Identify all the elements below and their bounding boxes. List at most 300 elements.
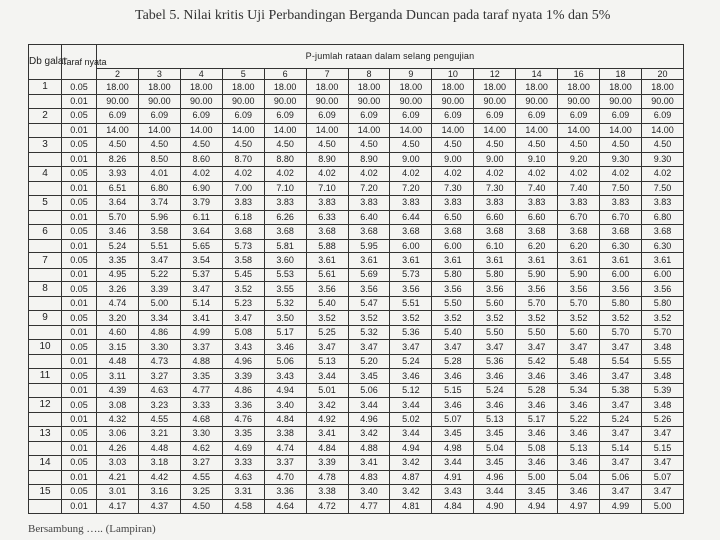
critical-value-cell: 4.01 (138, 166, 180, 181)
critical-value-cell: 3.41 (348, 455, 390, 470)
critical-value-cell: 5.51 (138, 239, 180, 253)
critical-value-cell: 18.00 (138, 80, 180, 95)
taraf-nyata-cell: 0.05 (62, 195, 97, 210)
table-row (29, 355, 684, 369)
critical-value-cell: 5.61 (306, 268, 348, 282)
critical-value-cell: 5.48 (558, 355, 600, 369)
critical-value-cell: 4.02 (558, 166, 600, 181)
header-p-2: 2 (97, 69, 139, 80)
critical-value-cell: 5.34 (558, 384, 600, 398)
critical-value-cell: 18.00 (474, 80, 516, 95)
critical-value-cell: 3.58 (222, 253, 264, 268)
taraf-nyata-cell: 0.05 (62, 80, 97, 95)
taraf-nyata-cell: 0.05 (62, 340, 97, 355)
db-galat-cell: 14 (29, 455, 62, 470)
critical-value-cell: 14.00 (390, 124, 432, 138)
critical-value-cell: 3.56 (390, 282, 432, 297)
db-galat-cell (29, 384, 62, 398)
critical-value-cell: 5.73 (222, 239, 264, 253)
db-galat-cell (29, 124, 62, 138)
critical-value-cell: 3.40 (348, 484, 390, 499)
critical-value-cell: 4.96 (222, 355, 264, 369)
critical-value-cell: 4.55 (180, 470, 222, 484)
critical-value-cell: 6.09 (97, 108, 139, 123)
critical-value-cell: 4.64 (264, 499, 306, 513)
critical-value-cell: 90.00 (600, 95, 642, 109)
table-row (29, 442, 684, 456)
critical-value-cell: 6.00 (600, 268, 642, 282)
critical-value-cell: 3.47 (138, 253, 180, 268)
critical-value-cell: 3.64 (180, 224, 222, 239)
db-galat-cell: 2 (29, 108, 62, 123)
critical-value-cell: 3.83 (600, 195, 642, 210)
critical-value-cell: 6.60 (474, 210, 516, 224)
critical-value-cell: 3.64 (97, 195, 139, 210)
critical-value-cell: 3.27 (180, 455, 222, 470)
critical-value-cell: 5.07 (641, 470, 683, 484)
critical-value-cell: 5.45 (222, 268, 264, 282)
critical-value-cell: 5.80 (432, 268, 474, 282)
critical-value-cell: 4.87 (390, 470, 432, 484)
critical-value-cell: 5.08 (516, 442, 558, 456)
critical-value-cell: 18.00 (97, 80, 139, 95)
critical-value-cell: 5.55 (641, 355, 683, 369)
critical-value-cell: 3.56 (432, 282, 474, 297)
critical-value-cell: 4.84 (306, 442, 348, 456)
critical-value-cell: 3.48 (641, 397, 683, 412)
critical-value-cell: 3.43 (432, 484, 474, 499)
critical-value-cell: 5.60 (558, 326, 600, 340)
critical-value-cell: 3.61 (390, 253, 432, 268)
critical-value-cell: 3.61 (641, 253, 683, 268)
critical-value-cell: 3.44 (432, 455, 474, 470)
critical-value-cell: 7.00 (222, 181, 264, 195)
critical-value-cell: 14.00 (97, 124, 139, 138)
critical-value-cell: 4.81 (390, 499, 432, 513)
critical-value-cell: 90.00 (516, 95, 558, 109)
critical-value-cell: 6.09 (558, 108, 600, 123)
db-galat-cell: 13 (29, 426, 62, 441)
critical-value-cell: 3.36 (264, 484, 306, 499)
critical-value-cell: 3.68 (516, 224, 558, 239)
critical-value-cell: 3.41 (180, 311, 222, 326)
db-galat-cell: 9 (29, 311, 62, 326)
critical-value-cell: 4.72 (306, 499, 348, 513)
header-p-16: 16 (558, 69, 600, 80)
header-taraf-nyata: Taraf nyata (62, 45, 97, 80)
critical-value-cell: 5.80 (641, 297, 683, 311)
critical-value-cell: 4.76 (222, 413, 264, 427)
critical-value-cell: 3.68 (348, 224, 390, 239)
critical-value-cell: 90.00 (180, 95, 222, 109)
table-row (29, 397, 684, 412)
critical-value-cell: 3.83 (390, 195, 432, 210)
critical-value-cell: 5.70 (558, 297, 600, 311)
critical-value-cell: 18.00 (558, 80, 600, 95)
critical-value-cell: 7.30 (474, 181, 516, 195)
taraf-nyata-cell: 0.01 (62, 499, 97, 513)
critical-value-cell: 5.13 (306, 355, 348, 369)
critical-value-cell: 4.50 (264, 137, 306, 152)
critical-value-cell: 4.50 (180, 499, 222, 513)
critical-value-cell: 6.26 (264, 210, 306, 224)
critical-value-cell: 5.73 (390, 268, 432, 282)
critical-value-cell: 5.88 (306, 239, 348, 253)
critical-value-cell: 5.69 (348, 268, 390, 282)
critical-value-cell: 4.02 (222, 166, 264, 181)
table-row (29, 239, 684, 253)
critical-value-cell: 3.45 (474, 426, 516, 441)
critical-value-cell: 3.46 (264, 340, 306, 355)
critical-value-cell: 4.94 (390, 442, 432, 456)
critical-value-cell: 4.99 (600, 499, 642, 513)
critical-value-cell: 3.48 (641, 369, 683, 384)
critical-value-cell: 3.25 (180, 484, 222, 499)
critical-value-cell: 18.00 (516, 80, 558, 95)
db-galat-cell: 15 (29, 484, 62, 499)
critical-value-cell: 6.09 (474, 108, 516, 123)
critical-value-cell: 5.40 (306, 297, 348, 311)
taraf-nyata-cell: 0.01 (62, 442, 97, 456)
critical-value-cell: 3.26 (97, 282, 139, 297)
critical-value-cell: 3.68 (390, 224, 432, 239)
critical-value-cell: 3.61 (348, 253, 390, 268)
critical-value-cell: 4.86 (222, 384, 264, 398)
critical-value-cell: 3.68 (432, 224, 474, 239)
critical-value-cell: 9.00 (390, 152, 432, 166)
critical-value-cell: 8.26 (97, 152, 139, 166)
db-galat-cell: 1 (29, 80, 62, 95)
db-galat-cell: 10 (29, 340, 62, 355)
critical-value-cell: 14.00 (180, 124, 222, 138)
critical-value-cell: 90.00 (97, 95, 139, 109)
header-p-8: 8 (348, 69, 390, 80)
critical-value-cell: 3.61 (432, 253, 474, 268)
critical-value-cell: 4.50 (390, 137, 432, 152)
critical-value-cell: 5.17 (264, 326, 306, 340)
db-galat-cell (29, 326, 62, 340)
table-row (29, 80, 684, 95)
critical-value-cell: 3.42 (390, 455, 432, 470)
db-galat-cell (29, 95, 62, 109)
critical-value-cell: 3.47 (600, 340, 642, 355)
critical-value-cell: 4.69 (222, 442, 264, 456)
critical-value-cell: 3.46 (474, 397, 516, 412)
table-row (29, 253, 684, 268)
critical-value-cell: 4.50 (138, 137, 180, 152)
db-galat-cell: 4 (29, 166, 62, 181)
table-row (29, 210, 684, 224)
critical-value-cell: 4.50 (600, 137, 642, 152)
critical-value-cell: 14.00 (306, 124, 348, 138)
db-galat-cell: 11 (29, 369, 62, 384)
critical-value-cell: 3.08 (97, 397, 139, 412)
critical-value-cell: 4.32 (97, 413, 139, 427)
table-row (29, 426, 684, 441)
critical-value-cell: 5.23 (222, 297, 264, 311)
critical-value-cell: 3.16 (138, 484, 180, 499)
critical-value-cell: 4.50 (348, 137, 390, 152)
table-row (29, 470, 684, 484)
critical-value-cell: 3.34 (138, 311, 180, 326)
table-row (29, 152, 684, 166)
table-row (29, 499, 684, 513)
critical-value-cell: 3.83 (264, 195, 306, 210)
critical-value-cell: 14.00 (348, 124, 390, 138)
critical-value-cell: 4.84 (264, 413, 306, 427)
critical-value-cell: 18.00 (348, 80, 390, 95)
critical-value-cell: 3.33 (180, 397, 222, 412)
critical-value-cell: 5.51 (390, 297, 432, 311)
taraf-nyata-cell: 0.05 (62, 137, 97, 152)
critical-value-cell: 3.39 (222, 369, 264, 384)
critical-value-cell: 3.47 (600, 484, 642, 499)
critical-value-cell: 4.50 (432, 137, 474, 152)
critical-value-cell: 4.74 (264, 442, 306, 456)
critical-value-cell: 3.47 (558, 340, 600, 355)
critical-value-cell: 3.74 (138, 195, 180, 210)
critical-value-cell: 3.42 (390, 484, 432, 499)
table-row (29, 108, 684, 123)
critical-value-cell: 3.44 (348, 397, 390, 412)
critical-value-cell: 4.63 (138, 384, 180, 398)
critical-value-cell: 4.73 (138, 355, 180, 369)
db-galat-cell (29, 470, 62, 484)
critical-value-cell: 4.98 (432, 442, 474, 456)
critical-value-cell: 6.40 (348, 210, 390, 224)
table-row (29, 95, 684, 109)
critical-value-cell: 3.61 (558, 253, 600, 268)
taraf-nyata-cell: 0.05 (62, 282, 97, 297)
critical-value-cell: 3.56 (474, 282, 516, 297)
critical-value-cell: 3.83 (558, 195, 600, 210)
critical-value-cell: 5.24 (474, 384, 516, 398)
critical-value-cell: 3.46 (558, 426, 600, 441)
db-galat-cell: 12 (29, 397, 62, 412)
critical-value-cell: 18.00 (600, 80, 642, 95)
critical-value-cell: 3.38 (264, 426, 306, 441)
critical-value-cell: 5.70 (516, 297, 558, 311)
db-galat-cell (29, 268, 62, 282)
critical-value-cell: 14.00 (558, 124, 600, 138)
critical-value-cell: 5.04 (558, 470, 600, 484)
critical-value-cell: 5.32 (264, 297, 306, 311)
critical-value-cell: 5.20 (348, 355, 390, 369)
critical-value-cell: 6.20 (558, 239, 600, 253)
critical-value-cell: 4.02 (390, 166, 432, 181)
critical-value-cell: 3.46 (558, 455, 600, 470)
taraf-nyata-cell: 0.01 (62, 355, 97, 369)
table-row (29, 326, 684, 340)
critical-value-cell: 9.30 (600, 152, 642, 166)
critical-value-cell: 5.22 (138, 268, 180, 282)
critical-value-cell: 5.00 (641, 499, 683, 513)
table-body (29, 80, 684, 514)
critical-value-cell: 6.51 (97, 181, 139, 195)
critical-value-cell: 3.46 (516, 426, 558, 441)
db-galat-cell: 3 (29, 137, 62, 152)
critical-value-cell: 6.00 (641, 268, 683, 282)
critical-value-cell: 5.17 (516, 413, 558, 427)
critical-value-cell: 5.08 (222, 326, 264, 340)
critical-value-cell: 5.24 (97, 239, 139, 253)
critical-value-cell: 5.50 (474, 326, 516, 340)
header-p-6: 6 (264, 69, 306, 80)
critical-value-cell: 3.52 (558, 311, 600, 326)
taraf-nyata-cell: 0.01 (62, 181, 97, 195)
critical-value-cell: 4.60 (97, 326, 139, 340)
critical-value-cell: 5.32 (348, 326, 390, 340)
db-galat-cell (29, 152, 62, 166)
critical-value-cell: 3.11 (97, 369, 139, 384)
critical-value-cell: 3.36 (222, 397, 264, 412)
critical-value-cell: 7.40 (558, 181, 600, 195)
critical-value-cell: 3.46 (432, 369, 474, 384)
critical-value-cell: 6.09 (516, 108, 558, 123)
critical-value-cell: 6.09 (138, 108, 180, 123)
critical-value-cell: 5.90 (516, 268, 558, 282)
critical-value-cell: 3.41 (306, 426, 348, 441)
critical-value-cell: 3.37 (180, 340, 222, 355)
critical-value-cell: 4.77 (348, 499, 390, 513)
critical-value-cell: 6.80 (138, 181, 180, 195)
header-p-3: 3 (138, 69, 180, 80)
critical-value-cell: 3.55 (264, 282, 306, 297)
db-galat-cell (29, 239, 62, 253)
critical-value-cell: 3.31 (222, 484, 264, 499)
critical-value-cell: 3.45 (474, 455, 516, 470)
critical-value-cell: 8.50 (138, 152, 180, 166)
critical-value-cell: 18.00 (306, 80, 348, 95)
critical-value-cell: 4.37 (138, 499, 180, 513)
critical-value-cell: 4.50 (222, 137, 264, 152)
critical-value-cell: 5.15 (641, 442, 683, 456)
continuation-note: Bersambung ….. (Lampiran) (28, 523, 156, 535)
critical-value-cell: 3.52 (516, 311, 558, 326)
critical-value-cell: 3.52 (390, 311, 432, 326)
critical-value-cell: 6.10 (474, 239, 516, 253)
taraf-nyata-cell: 0.05 (62, 484, 97, 499)
db-galat-cell (29, 499, 62, 513)
critical-value-cell: 5.06 (348, 384, 390, 398)
critical-value-cell: 5.36 (390, 326, 432, 340)
critical-value-cell: 3.46 (558, 484, 600, 499)
critical-value-cell: 3.21 (138, 426, 180, 441)
critical-value-cell: 5.50 (432, 297, 474, 311)
critical-value-cell: 4.95 (97, 268, 139, 282)
db-galat-cell (29, 413, 62, 427)
critical-value-cell: 3.20 (97, 311, 139, 326)
critical-value-cell: 4.74 (97, 297, 139, 311)
critical-value-cell: 5.54 (600, 355, 642, 369)
critical-value-cell: 5.42 (516, 355, 558, 369)
critical-value-cell: 3.38 (306, 484, 348, 499)
critical-value-cell: 3.56 (558, 282, 600, 297)
table-row (29, 166, 684, 181)
taraf-nyata-cell: 0.01 (62, 152, 97, 166)
critical-value-cell: 5.40 (432, 326, 474, 340)
critical-value-cell: 5.81 (264, 239, 306, 253)
critical-value-cell: 4.02 (516, 166, 558, 181)
critical-value-cell: 5.95 (348, 239, 390, 253)
critical-value-cell: 5.06 (600, 470, 642, 484)
critical-value-cell: 3.61 (474, 253, 516, 268)
header-p-18: 18 (600, 69, 642, 80)
critical-value-cell: 4.63 (222, 470, 264, 484)
critical-value-cell: 5.28 (516, 384, 558, 398)
critical-value-cell: 9.00 (432, 152, 474, 166)
critical-value-cell: 3.52 (641, 311, 683, 326)
critical-value-cell: 6.44 (390, 210, 432, 224)
critical-value-cell: 3.27 (138, 369, 180, 384)
critical-value-cell: 8.70 (222, 152, 264, 166)
critical-value-cell: 3.83 (222, 195, 264, 210)
header-p-14: 14 (516, 69, 558, 80)
critical-value-cell: 3.06 (97, 426, 139, 441)
critical-value-cell: 3.56 (516, 282, 558, 297)
header-p-20: 20 (641, 69, 683, 80)
critical-value-cell: 3.83 (306, 195, 348, 210)
critical-value-cell: 3.47 (474, 340, 516, 355)
critical-value-cell: 4.96 (348, 413, 390, 427)
critical-value-cell: 3.83 (348, 195, 390, 210)
critical-value-cell: 3.37 (264, 455, 306, 470)
critical-value-cell: 18.00 (222, 80, 264, 95)
db-galat-cell: 8 (29, 282, 62, 297)
critical-value-cell: 5.65 (180, 239, 222, 253)
critical-value-cell: 3.03 (97, 455, 139, 470)
critical-value-cell: 4.62 (180, 442, 222, 456)
critical-value-cell: 5.01 (306, 384, 348, 398)
critical-value-cell: 6.09 (348, 108, 390, 123)
critical-value-cell: 4.83 (348, 470, 390, 484)
critical-value-cell: 3.47 (641, 484, 683, 499)
critical-value-cell: 5.36 (474, 355, 516, 369)
critical-value-cell: 3.44 (390, 397, 432, 412)
critical-value-cell: 5.00 (138, 297, 180, 311)
critical-value-cell: 5.25 (306, 326, 348, 340)
critical-value-cell: 3.30 (180, 426, 222, 441)
critical-value-cell: 6.11 (180, 210, 222, 224)
critical-value-cell: 3.44 (306, 369, 348, 384)
critical-value-cell: 90.00 (222, 95, 264, 109)
critical-value-cell: 9.20 (558, 152, 600, 166)
critical-value-cell: 3.47 (600, 455, 642, 470)
critical-value-cell: 5.50 (516, 326, 558, 340)
critical-value-cell: 14.00 (222, 124, 264, 138)
critical-value-cell: 5.22 (558, 413, 600, 427)
critical-value-cell: 5.70 (641, 326, 683, 340)
taraf-nyata-cell: 0.05 (62, 426, 97, 441)
critical-value-cell: 6.30 (641, 239, 683, 253)
critical-value-cell: 3.46 (97, 224, 139, 239)
critical-value-cell: 4.17 (97, 499, 139, 513)
db-galat-cell: 6 (29, 224, 62, 239)
critical-value-cell: 7.10 (264, 181, 306, 195)
critical-value-cell: 3.47 (641, 455, 683, 470)
critical-value-cell: 5.47 (348, 297, 390, 311)
table-row (29, 181, 684, 195)
critical-value-cell: 4.55 (138, 413, 180, 427)
critical-value-cell: 6.30 (600, 239, 642, 253)
critical-value-cell: 3.48 (641, 340, 683, 355)
critical-value-cell: 3.33 (222, 455, 264, 470)
critical-value-cell: 18.00 (180, 80, 222, 95)
taraf-nyata-cell: 0.05 (62, 166, 97, 181)
db-galat-cell (29, 181, 62, 195)
critical-value-cell: 14.00 (641, 124, 683, 138)
taraf-nyata-cell: 0.05 (62, 311, 97, 326)
